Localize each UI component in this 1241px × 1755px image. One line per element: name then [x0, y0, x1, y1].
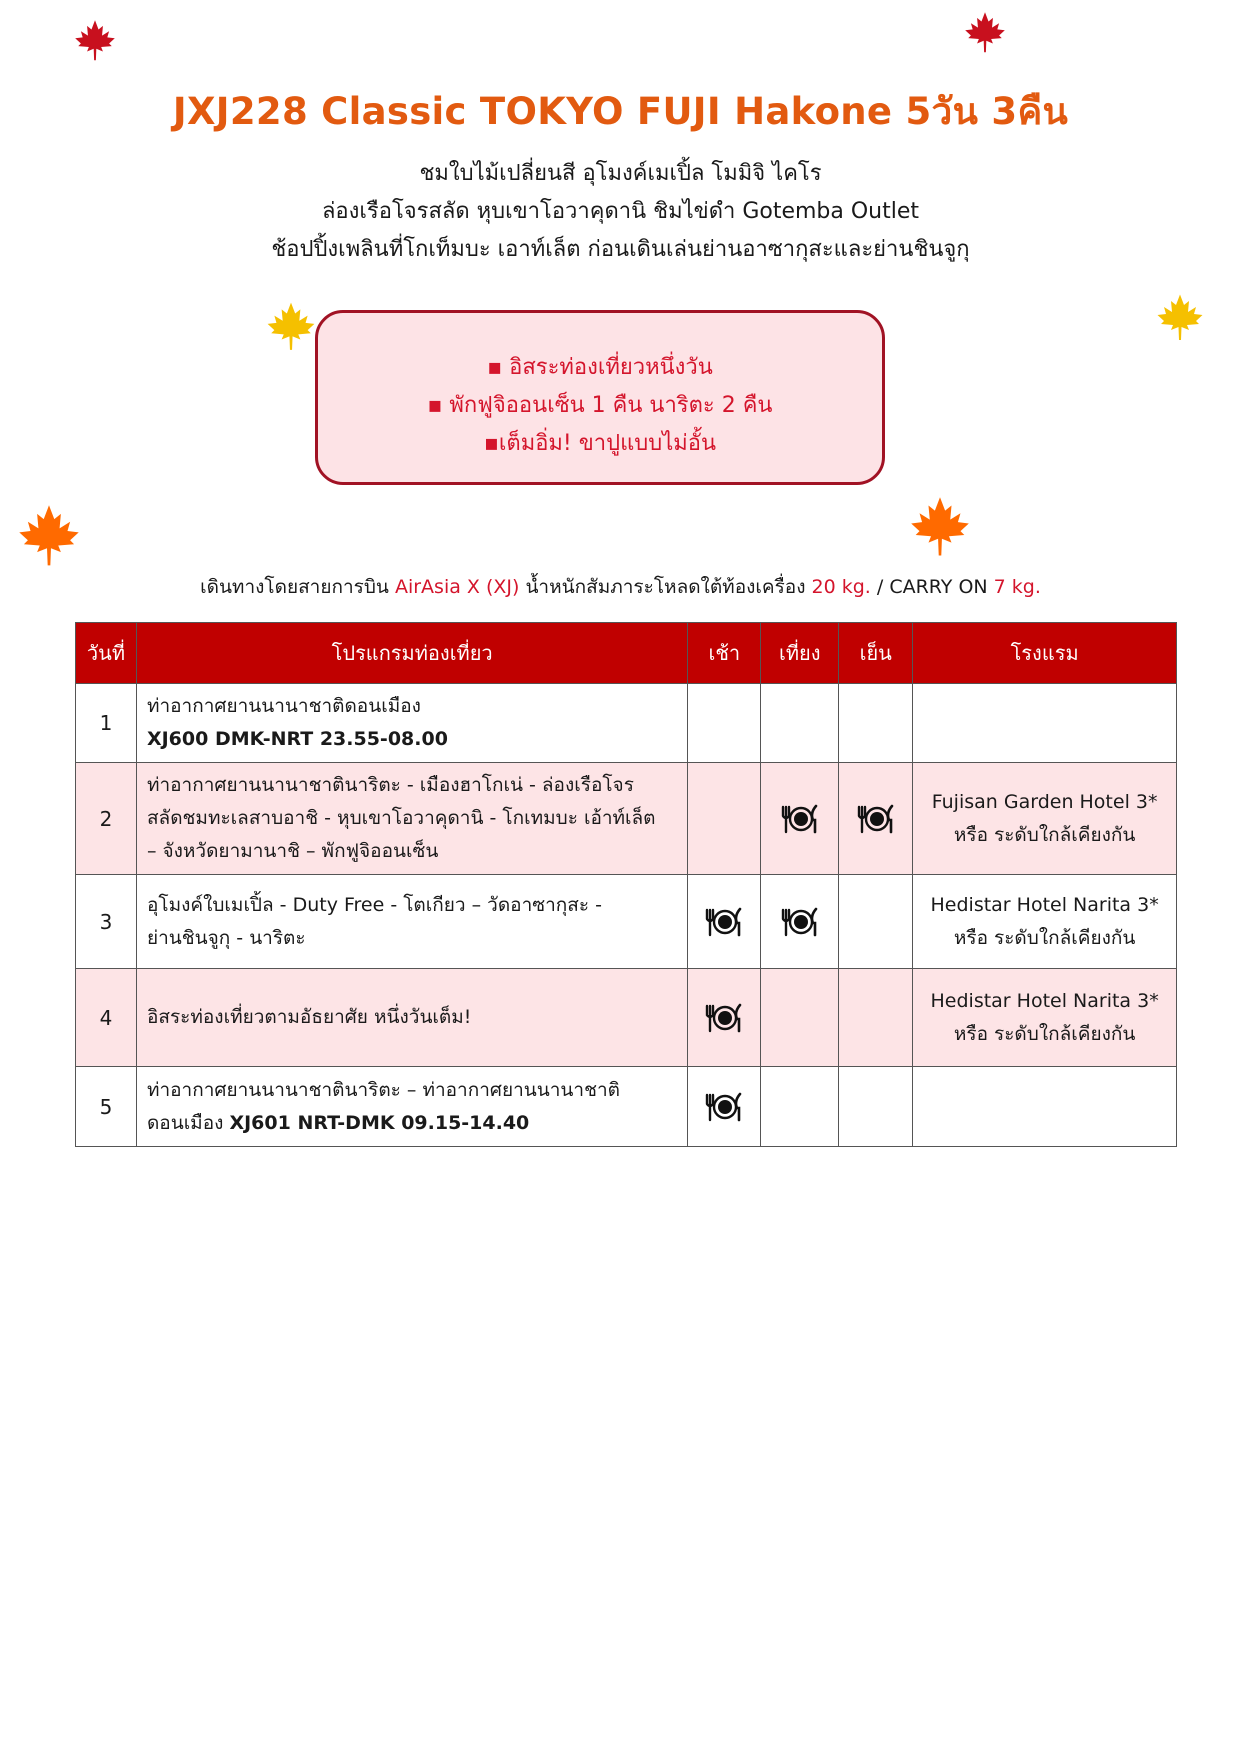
flight-info: XJ601 NRT-DMK 09.15-14.40: [229, 1111, 530, 1134]
dinner-cell: [839, 969, 913, 1067]
meal-plate-icon: [780, 906, 820, 938]
header-lunch: เที่ยง: [761, 623, 839, 684]
lunch-cell: [761, 1067, 839, 1147]
header-program: โปรแกรมท่องเที่ยว: [136, 623, 687, 684]
airline-prefix: เดินทางโดยสายการบิน: [200, 576, 395, 598]
meal-plate-icon: [704, 1091, 744, 1123]
day-number: 3: [76, 875, 137, 969]
table-row: [76, 969, 1177, 1067]
dinner-cell: [839, 763, 913, 875]
baggage-label: น้ำหนักสัมภาระโหลดใต้ท้องเครื่อง: [519, 576, 812, 598]
program-text: ท่าอากาศยานนานาชาติดอนเมือง: [146, 695, 421, 717]
highlight-item: ▪เต็มอิ่ม! ขาปูแบบไม่อั้น: [483, 431, 717, 456]
lunch-cell: [761, 763, 839, 875]
breakfast-cell: [688, 969, 761, 1067]
header-day: วันที่: [76, 623, 137, 684]
subtitle-line-2: ล่องเรือโจรสลัด หุบเขาโอวาคุดานิ ชิมไข่ดำ Gotemba Outlet: [321, 199, 920, 224]
meal-plate-icon: [704, 1002, 744, 1034]
dinner-cell: [839, 684, 913, 763]
tour-title: JXJ228 Classic TOKYO FUJI Hakone 5วัน 3คืน: [172, 90, 1069, 133]
airline-name: AirAsia X (XJ): [394, 576, 520, 598]
breakfast-cell: [688, 684, 761, 763]
itinerary-table: [75, 622, 1177, 1147]
program-text: ท่าอากาศยานนานาชาตินาริตะ - เมืองฮาโกเน่ - ล่องเรือโจร: [146, 774, 634, 796]
hotel-cell: [913, 875, 1177, 969]
program-text: ท่าอากาศยานนานาชาตินาริตะ – ท่าอากาศยานนานาชาติ: [146, 1078, 620, 1101]
lunch-cell: [761, 875, 839, 969]
hotel-name: Hedistar Hotel Narita 3*: [930, 893, 1159, 916]
table-row: [76, 875, 1177, 969]
program-text: ย่านชินจูกุ - นาริตะ: [146, 926, 306, 949]
breakfast-cell: [688, 875, 761, 969]
lunch-cell: [761, 684, 839, 763]
hotel-name: Fujisan Garden Hotel 3*: [931, 790, 1158, 813]
meal-plate-icon: [704, 906, 744, 938]
day-number: 1: [76, 684, 137, 763]
subtitle-line-3: ช้อปปิ้งเพลินที่โกเท็มบะ เอาท์เล็ต ก่อนเดินเล่นย่านอาซากุสะและย่านชินจูกุ: [271, 237, 970, 262]
dinner-cell: [839, 1067, 913, 1147]
maple-leaf-icon: [1155, 292, 1205, 342]
maple-leaf-icon: [963, 10, 1007, 54]
maple-leaf-icon: [16, 502, 82, 568]
header-dinner: เย็น: [839, 623, 913, 684]
maple-leaf-icon: [265, 300, 317, 352]
day-number: 4: [76, 969, 137, 1067]
carry-on-weight: 7 kg.: [993, 576, 1041, 598]
day-number: 2: [76, 763, 137, 875]
maple-leaf-icon: [73, 18, 117, 62]
carry-on-label: / CARRY ON: [870, 576, 994, 598]
program-text: อุโมงค์ใบเมเปิ้ล - Duty Free - โตเกียว – วัดอาซากุสะ -: [146, 893, 603, 916]
header-breakfast: เช้า: [688, 623, 761, 684]
hotel-note: หรือ ระดับใกล้เคียงกัน: [953, 1022, 1136, 1045]
program-cell: [136, 1067, 687, 1147]
flight-info: XJ600 DMK-NRT 23.55-08.00: [146, 728, 448, 750]
program-text: [147, 1107, 677, 1140]
highlight-item: ▪ พักฟูจิออนเซ็น 1 คืน นาริตะ 2 คืน: [427, 393, 773, 418]
program-cell: [136, 875, 687, 969]
meal-plate-icon: [780, 803, 820, 835]
lunch-cell: [761, 969, 839, 1067]
hotel-name: Hedistar Hotel Narita 3*: [930, 989, 1159, 1012]
table-header-row: [76, 623, 1177, 684]
program-text-prefix: ดอนเมือง: [146, 1111, 230, 1134]
hotel-note: หรือ ระดับใกล้เคียงกัน: [953, 926, 1136, 949]
program-cell: [136, 684, 687, 763]
checked-baggage: 20 kg.: [811, 576, 871, 598]
highlights-box: [315, 310, 885, 485]
header-hotel: โรงแรม: [913, 623, 1177, 684]
highlight-item: ▪ อิสระท่องเที่ยวหนึ่งวัน: [487, 355, 713, 380]
hotel-note: หรือ ระดับใกล้เคียงกัน: [953, 823, 1136, 846]
program-text: สลัดชมทะเลสาบอาชิ - หุบเขาโอวาคุดานิ - โกเทมบะ เอ้าท์เล็ต: [146, 807, 656, 829]
table-row: [76, 763, 1177, 875]
breakfast-cell: [688, 1067, 761, 1147]
hotel-cell: [913, 1067, 1177, 1147]
table-row: [76, 684, 1177, 763]
program-cell: [136, 763, 687, 875]
program-text: – จังหวัดยามานาชิ – พักฟูจิออนเซ็น: [146, 840, 439, 862]
airline-info: [0, 572, 1241, 602]
dinner-cell: [839, 875, 913, 969]
program-text: อิสระท่องเที่ยวตามอัธยาศัย หนึ่งวันเต็ม!: [146, 1006, 472, 1028]
hotel-cell: [913, 763, 1177, 875]
subtitle-line-1: ชมใบไม้เปลี่ยนสี อุโมงค์เมเปิ้ล โมมิจิ ไคโร: [419, 161, 822, 186]
maple-leaf-icon: [908, 494, 972, 558]
day-number: 5: [76, 1067, 137, 1147]
meal-plate-icon: [856, 803, 896, 835]
hotel-cell: [913, 684, 1177, 763]
breakfast-cell: [688, 763, 761, 875]
program-cell: [136, 969, 687, 1067]
table-row: [76, 1067, 1177, 1147]
hotel-cell: [913, 969, 1177, 1067]
